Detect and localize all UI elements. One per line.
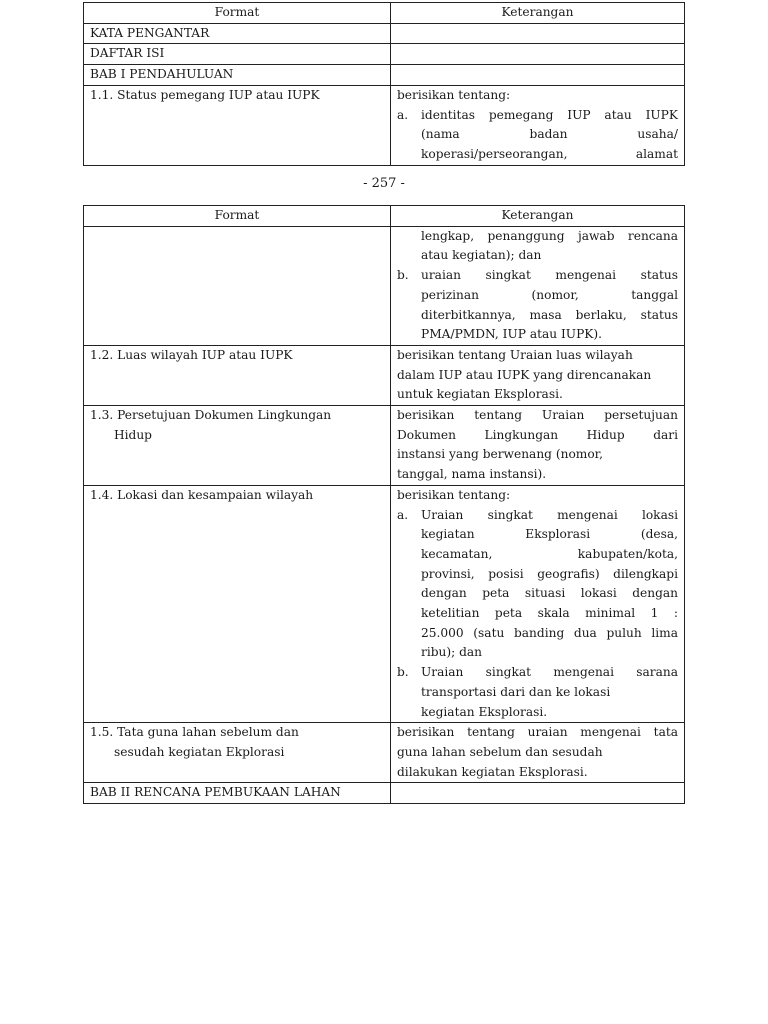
text-line: perizinan (nomor, tanggal bbox=[421, 287, 678, 302]
list-item bbox=[397, 106, 678, 165]
row-1-2-keterangan bbox=[391, 345, 685, 405]
text-line: atau kegiatan); dan bbox=[421, 248, 542, 263]
list-item bbox=[397, 506, 678, 664]
row-1-5-format bbox=[84, 723, 391, 783]
text-line: 25.000 (satu banding dua puluh lima bbox=[421, 625, 678, 640]
text-line: instansi yang berwenang (nomor, bbox=[397, 447, 604, 462]
text-line: provinsi, posisi geografis) dilengkapi bbox=[421, 566, 678, 581]
text-line: PMA/PMDN, IUP atau IUPK). bbox=[421, 327, 603, 342]
empty-cell bbox=[84, 226, 391, 345]
table-row bbox=[84, 65, 685, 86]
text-line: dilakukan kegiatan Eksplorasi. bbox=[397, 764, 588, 779]
list-item bbox=[397, 266, 678, 345]
text-line: ribu); dan bbox=[421, 645, 483, 660]
text-line: dengan peta situasi lokasi dengan bbox=[421, 586, 678, 601]
empty-cell bbox=[391, 783, 685, 804]
text-line: Uraian singkat mengenai lokasi bbox=[421, 507, 678, 522]
page-number: - 257 - bbox=[363, 176, 405, 191]
row-1-4-format: 1.4. Lokasi dan kesampaian wilayah bbox=[84, 485, 391, 722]
header-keterangan: Keterangan bbox=[391, 206, 685, 227]
row-1-5-keterangan bbox=[391, 723, 685, 783]
table-row bbox=[84, 23, 685, 44]
table-row bbox=[84, 485, 685, 722]
text-line: kegiatan Eksplorasi. bbox=[421, 704, 548, 719]
text-line: berisikan tentang Uraian luas wilayah bbox=[397, 347, 633, 362]
table-row bbox=[84, 85, 685, 165]
text-line: lengkap, penanggung jawab rencana bbox=[421, 228, 678, 243]
text-line: transportasi dari dan ke lokasi bbox=[421, 684, 611, 699]
text-line: berisikan tentang Uraian persetujuan bbox=[397, 408, 678, 423]
table-row bbox=[84, 723, 685, 783]
header-keterangan: Keterangan bbox=[391, 3, 685, 24]
table-row bbox=[84, 345, 685, 405]
row-1-1-continued bbox=[391, 226, 685, 345]
text-line: ketelitian peta skala minimal 1 : bbox=[421, 606, 678, 621]
list-marker: a. bbox=[397, 107, 409, 122]
table-page-bottom bbox=[83, 205, 685, 804]
text-line: Uraian singkat mengenai sarana bbox=[421, 665, 678, 680]
table-row bbox=[84, 44, 685, 65]
text-line: Dokumen Lingkungan Hidup dari bbox=[397, 427, 678, 442]
table-row bbox=[84, 226, 685, 345]
daftar-isi: DAFTAR ISI bbox=[84, 44, 391, 65]
empty-cell bbox=[391, 44, 685, 65]
text-line: berisikan tentang uraian mengenai tata bbox=[397, 725, 678, 740]
table-row bbox=[84, 783, 685, 804]
text-line: diterbitkannya, masa berlaku, status bbox=[421, 307, 678, 322]
text-line: identitas pemegang IUP atau IUPK bbox=[421, 107, 678, 122]
text-line: (nama badan usaha/ bbox=[421, 127, 678, 142]
text-line: untuk kegiatan Eksplorasi. bbox=[397, 387, 563, 402]
list-item bbox=[397, 663, 678, 722]
list-marker: b. bbox=[397, 665, 409, 680]
bab-2-title: BAB II RENCANA PEMBUKAAN LAHAN bbox=[84, 783, 391, 804]
text-line: tanggal, nama instansi). bbox=[397, 467, 547, 482]
table-row bbox=[84, 406, 685, 486]
text-line: kecamatan, kabupaten/kota, bbox=[421, 546, 678, 561]
empty-cell bbox=[391, 65, 685, 86]
list-marker: b. bbox=[397, 268, 409, 283]
header-format: Format bbox=[84, 3, 391, 24]
row-1-2-format: 1.2. Luas wilayah IUP atau IUPK bbox=[84, 345, 391, 405]
text-line: sesudah kegiatan Ekplorasi bbox=[114, 744, 285, 759]
table-page-top bbox=[83, 2, 685, 166]
table-header-row bbox=[84, 206, 685, 227]
text-line: 1.3. Persetujuan Dokumen Lingkungan bbox=[90, 408, 332, 423]
text-line: uraian singkat mengenai status bbox=[421, 268, 678, 283]
kata-pengantar: KATA PENGANTAR bbox=[84, 23, 391, 44]
row-1-1-keterangan bbox=[391, 85, 685, 165]
row-1-3-keterangan bbox=[391, 406, 685, 486]
text-line: koperasi/perseorangan, alamat bbox=[421, 146, 678, 161]
text-line: guna lahan sebelum dan sesudah bbox=[397, 744, 603, 759]
header-format: Format bbox=[84, 206, 391, 227]
text-line: Hidup bbox=[114, 427, 152, 442]
text-line: 1.5. Tata guna lahan sebelum dan bbox=[90, 725, 299, 740]
row-1-4-keterangan bbox=[391, 485, 685, 722]
text-line: dalam IUP atau IUPK yang direncanakan bbox=[397, 367, 652, 382]
row-1-1-format: 1.1. Status pemegang IUP atau IUPK bbox=[84, 85, 391, 165]
list-marker: a. bbox=[397, 507, 409, 522]
row-1-3-format bbox=[84, 406, 391, 486]
text-line: kegiatan Eksplorasi (desa, bbox=[421, 527, 678, 542]
text-line: berisikan tentang: bbox=[397, 487, 511, 502]
table-header-row bbox=[84, 3, 685, 24]
text-line: berisikan tentang: bbox=[397, 87, 511, 102]
empty-cell bbox=[391, 23, 685, 44]
bab-1-title: BAB I PENDAHULUAN bbox=[84, 65, 391, 86]
